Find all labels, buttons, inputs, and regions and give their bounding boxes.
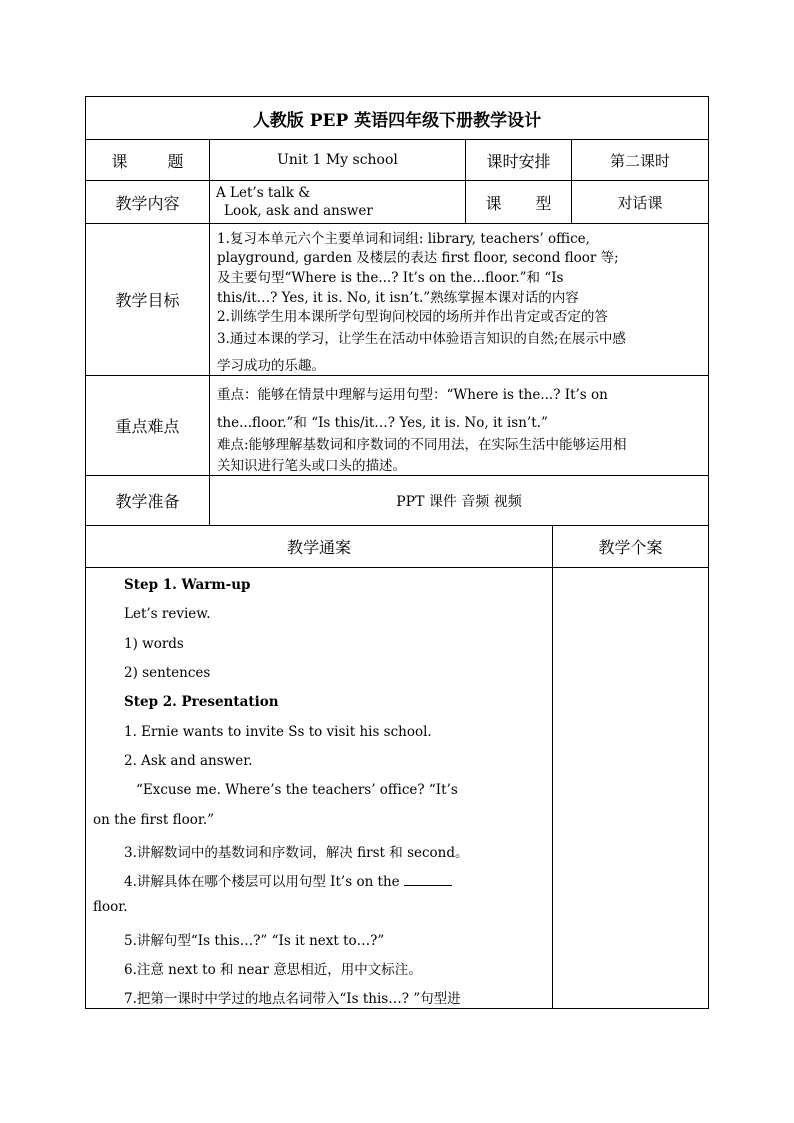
step1-title: Step 1. Warm-up: [124, 577, 251, 593]
objectives-line: 1.复习本单元六个主要单词和词组: library, teachers’ office,: [217, 231, 590, 247]
topic-label-char1: 课: [111, 151, 128, 171]
keypoints-line: 难点:能够理解基数词和序数词的不同用法，在实际生活中能够运用相: [217, 437, 627, 453]
schedule-label: 课时安排: [486, 151, 551, 171]
item1-line: 1. Ernie wants to invite Ss to visit his school.: [124, 724, 432, 740]
keypoints-line: 关知识进行笔头或口头的描述。: [217, 458, 406, 474]
type-value: 对话课: [617, 193, 663, 212]
page-title: 人教版 PEP 英语四年级下册教学设计: [252, 110, 542, 131]
type-label-char1: 课: [485, 193, 502, 213]
blank-underline: [404, 873, 452, 886]
sentences-line: 2) sentences: [124, 665, 211, 681]
item2-line: 2. Ask and answer.: [124, 753, 253, 769]
objectives-line: this/it…? Yes, it is. No, it isn’t.”熟练掌握本课对话的内容: [217, 290, 579, 306]
type-label-char2: 型: [535, 193, 552, 213]
item4-continued: floor.: [93, 899, 128, 915]
prep-label: 教学准备: [115, 492, 180, 511]
item3-line: 3.讲解数词中的基数词和序数词，解决 first 和 second。: [124, 845, 469, 861]
topic-label-char2: 题: [167, 151, 184, 171]
objectives-label: 教学目标: [115, 291, 180, 310]
content-value: [216, 181, 464, 223]
words-line: 1) words: [124, 636, 184, 652]
item4-text: 4.讲解具体在哪个楼层可以用句型 It’s on the: [124, 874, 400, 890]
content-label: 教学内容: [115, 193, 180, 213]
topic-label: [86, 140, 209, 180]
keypoints-line: 重点：能够在情景中理解与运用句型：“Where is the...? It’s on: [217, 387, 608, 403]
schedule-value: 第二课时: [609, 151, 670, 170]
content-value-line1: A Let’s talk &: [216, 185, 311, 201]
keypoints-line: the...floor.”和 “Is this/it…? Yes, it is. No, it isn’t.”: [217, 415, 548, 431]
objectives-line: 及主要句型“Where is the...? It’s on the...floor.”和 “Is: [217, 270, 564, 286]
objectives-line: 3.通过本课的学习，让学生在活动中体验语言知识的自然;在展示中感: [217, 331, 626, 347]
individual-plan-header: 教学个案: [598, 538, 663, 557]
dialog-line2: on the first floor.”: [93, 812, 215, 828]
keypoints-label: 重点难点: [115, 417, 180, 436]
objectives-line: 学习成功的乐趣。: [217, 358, 325, 374]
objectives-line: 2.训练学生用本课所学句型询问校园的场所并作出肯定或否定的答: [217, 309, 608, 325]
topic-value: Unit 1 My school: [277, 152, 398, 168]
review-line: Let’s review.: [124, 606, 211, 622]
general-plan-header: 教学通案: [286, 538, 351, 557]
dialog-line1: “Excuse me. Where’s the teachers’ office? “It’s: [136, 782, 458, 798]
prep-value: PPT 课件 音频 视频: [396, 493, 522, 510]
item6-line: 6.注意 next to 和 near 意思相近，用中文标注。: [124, 962, 422, 978]
objectives-line: playground, garden 及楼层的表达 first floor, second floor 等;: [217, 250, 619, 266]
item4-line: [124, 870, 452, 890]
content-value-line2: Look, ask and answer: [224, 203, 373, 219]
item7-line: 7.把第一课时中学过的地点名词带入“Is this…? ”句型进: [124, 991, 461, 1007]
item5-line: 5.讲解句型“Is this…?” “Is it next to…?”: [124, 933, 385, 949]
type-label: [466, 181, 571, 223]
step2-title: Step 2. Presentation: [124, 694, 279, 710]
